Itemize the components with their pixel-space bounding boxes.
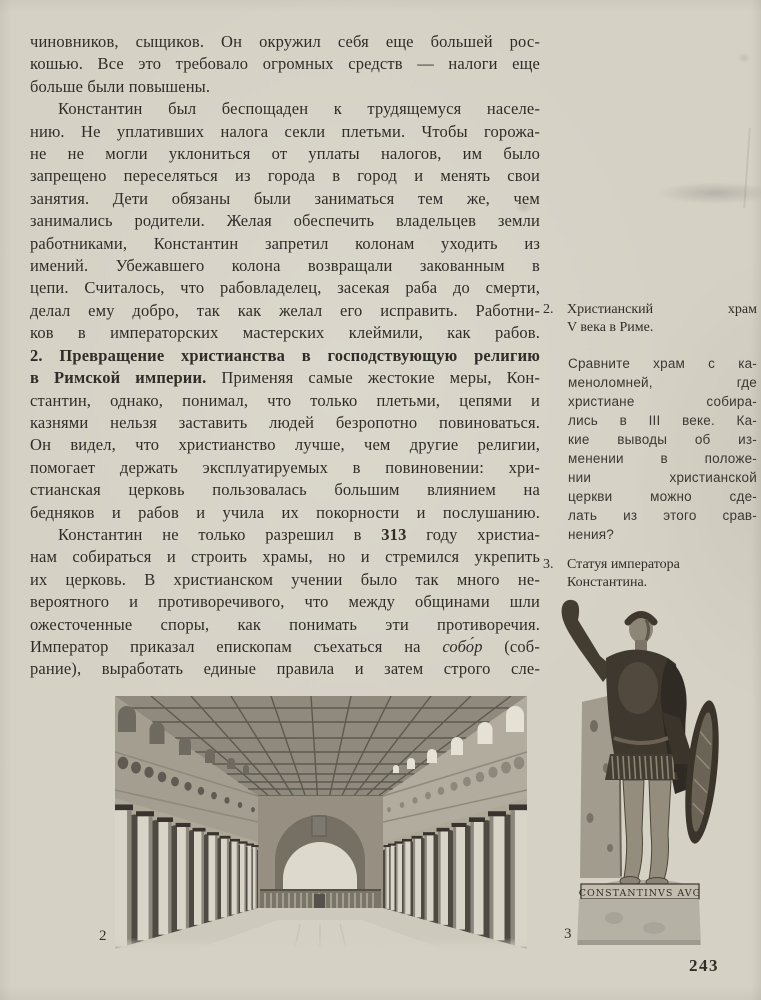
text-line: церкви можно сде-	[568, 489, 757, 504]
text-line: христиане собира-	[568, 394, 757, 409]
text-line: Статуя императора	[567, 557, 680, 572]
figure-3-caption	[543, 556, 757, 591]
text-line: в Римской империи. Применяя самые жестокие меры, Кон-	[30, 368, 541, 388]
main-text	[30, 31, 540, 681]
niche-above-arch	[312, 816, 326, 836]
text-line: работниками, Константин запретил колонам уходить из	[30, 233, 540, 253]
text-line: запрещено переселяться из города в город и менять свои	[30, 166, 540, 186]
text-line: вероятного и противоречивого, что между общинами шли	[30, 592, 540, 612]
paper-crease	[743, 128, 751, 208]
text-line: кие выводы об из-	[568, 432, 757, 447]
neck	[635, 640, 647, 651]
text-line: больше были повышены.	[30, 76, 211, 96]
text-line: Он видел, что христианство лучше, чем другие религии,	[30, 435, 540, 455]
text-line: Константин не только разрешил в 313 году христиа-	[58, 524, 540, 544]
text-line: V века в Риме.	[567, 319, 654, 335]
text-line: кошью. Все это требовало огромных средств — налоги еще	[30, 54, 540, 74]
figure-2-caption	[543, 301, 757, 336]
left-leg	[649, 780, 671, 880]
text-line: делал ему добро, так как желал его исправить. Работни-	[30, 300, 540, 320]
figure-3-caption-text	[567, 556, 757, 591]
text-line: цепи. Считалось, что рабовладелец, засекая раба до смерти,	[30, 278, 540, 298]
text-line: лать из этого срав-	[568, 508, 757, 523]
text-line: Христианский храм	[567, 302, 757, 317]
margin-question	[543, 354, 757, 544]
constantine-statue-illustration	[554, 596, 728, 948]
text-line: стианская церковь пользовалась большим влиянием на	[30, 480, 540, 500]
text-line: Сравните храм с ка-	[568, 356, 757, 371]
figure-3-label: 3	[564, 926, 572, 942]
text-line: занятия. Дети обязаны были заниматься тем же, чем	[30, 188, 540, 208]
text-line: имений. Убежавшего колона возвращали закованным в	[30, 256, 540, 276]
text-line: ков в императорских мастерских клеймили, как рабов.	[30, 323, 540, 343]
text-line: Император приказал епископам съехаться на собо́р (соб-	[30, 636, 540, 656]
text-line: помогает держать эксплуатируемых в повиновении: хри-	[30, 457, 540, 477]
text-line: нения?	[568, 527, 614, 542]
text-line: нии христианской	[568, 470, 757, 485]
figure-2-caption-number: 2.	[543, 302, 554, 317]
text-line: менении в положе-	[568, 451, 757, 466]
text-line: казнями нельзя заставить людей безропотно повиноваться.	[30, 412, 540, 432]
right-leg	[623, 780, 644, 878]
text-line: рание), выработать единые правила и затем строго сле-	[30, 659, 540, 679]
text-line: нию. Не уплативших налога секли плетьми. Чтобы горожа-	[30, 121, 540, 141]
figure-2-caption-text	[567, 301, 757, 336]
text-line: стантин, однако, понимал, что только плетьми, цепями и	[30, 390, 540, 410]
text-line: Константина.	[567, 574, 648, 590]
page-number: 243	[689, 956, 719, 975]
text-line: нам собираться и строить храмы, но и стремился укрепить	[30, 547, 540, 567]
pedestal	[577, 884, 701, 945]
text-line: занимались родители. Желая обеспечить владельцев земли	[30, 211, 540, 231]
text-line: Константин был беспощаден к трудящемуся населе-	[58, 99, 540, 119]
text-line: меноломней, где	[568, 375, 757, 390]
photo-edge-fade	[115, 938, 527, 950]
far-wall-arch	[258, 796, 383, 920]
text-line: ожесточенные споры, как понимать эти противоречия.	[30, 614, 540, 634]
text-line: лись в III веке. Ка-	[568, 413, 757, 428]
text-line: 2. Превращение христианства в господствующую религию	[30, 345, 540, 365]
text-line: не не могли уклониться от уплаты налогов, им было	[30, 144, 540, 164]
text-line: чиновников, сыщиков. Он окружил себя еще большей рос-	[30, 32, 540, 51]
figure-3-caption-number: 3.	[543, 557, 554, 572]
pedestal-inscription: CONSTANTINVS AVG	[578, 888, 702, 899]
figure-2-label: 2	[99, 928, 107, 944]
basilica-illustration	[115, 696, 527, 950]
text-line: бедняков и рабов и учила их покорности и послушанию.	[30, 502, 540, 522]
text-line: их церковь. В христианском учении было так много не-	[30, 569, 540, 589]
